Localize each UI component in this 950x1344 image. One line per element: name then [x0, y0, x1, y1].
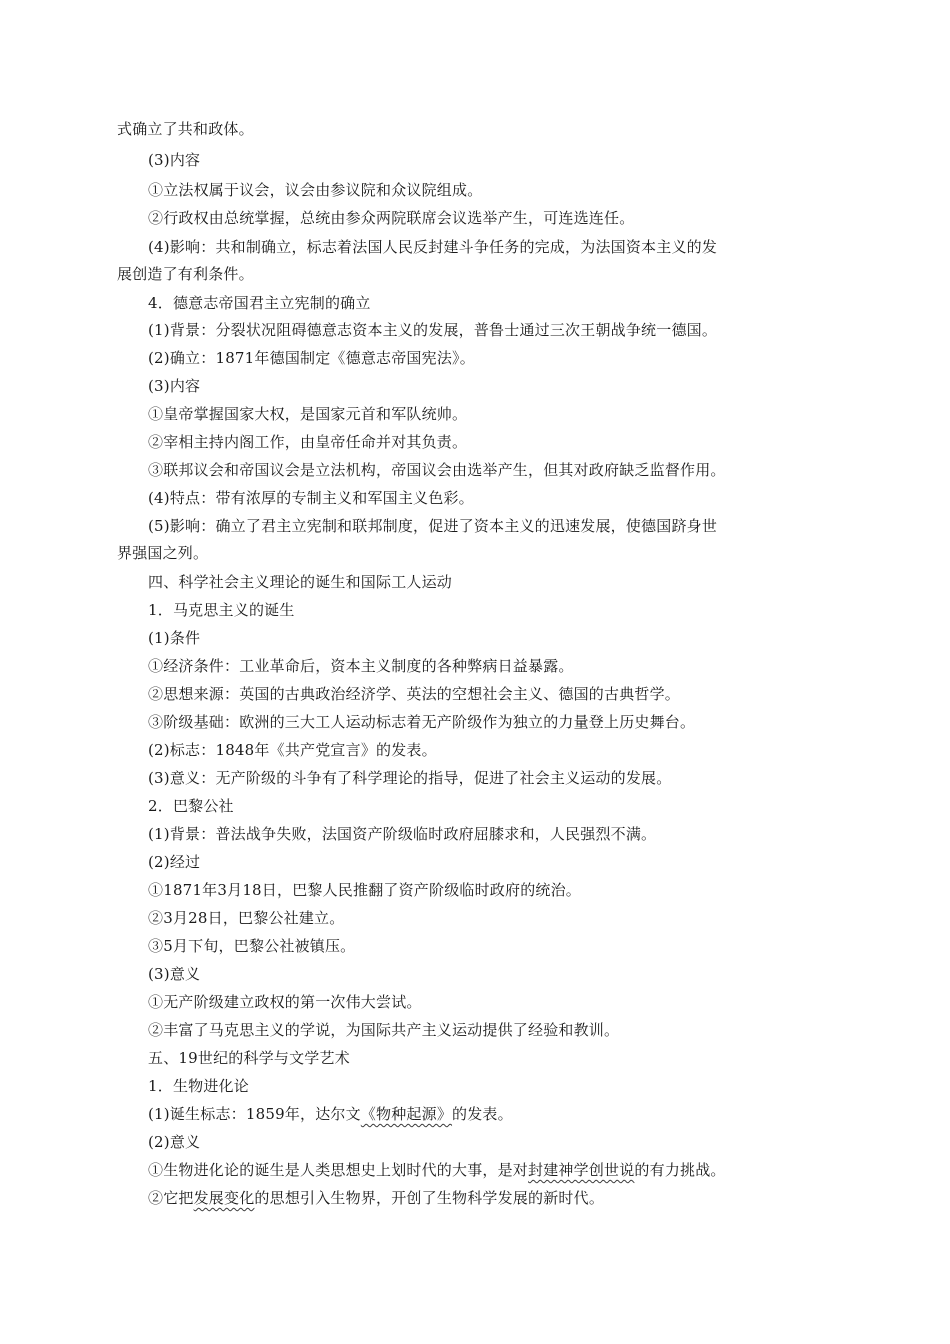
text-line: ①无产阶级建立政权的第一次伟大尝试。 [148, 993, 422, 1011]
text-line: (3)内容 [148, 151, 201, 169]
text-line: (2)确立：1871年德国制定《德意志帝国宪法》。 [148, 349, 475, 367]
text-line: ①立法权属于议会，议会由参议院和众议院组成。 [148, 181, 483, 199]
line-text: 的有力挑战。 [634, 1161, 726, 1179]
text-line: ②行政权由总统掌握，总统由参众两院联席会议选举产生，可连选连任。 [148, 209, 635, 227]
text-line: (4)影响：共和制确立，标志着法国人民反封建斗争任务的完成，为法国资本主义的发 [148, 238, 718, 256]
text-line: ①经济条件：工业革命后，资本主义制度的各种弊病日益暴露。 [148, 657, 574, 675]
text-line: (2)标志：1848年《共产党宣言》的发表。 [148, 741, 437, 759]
emphasized-text: 封建神学创世说 [528, 1161, 635, 1179]
text-line: 式确立了共和政体。 [117, 120, 254, 138]
section-heading: 4．德意志帝国君主立宪制的确立 [148, 294, 371, 312]
text-line: ②丰富了马克思主义的学说，为国际共产主义运动提供了经验和教训。 [148, 1021, 620, 1039]
text-line: ③阶级基础：欧洲的三大工人运动标志着无产阶级作为独立的力量登上历史舞台。 [148, 713, 696, 731]
text-line: (3)意义：无产阶级的斗争有了科学理论的指导，促进了社会主义运动的发展。 [148, 769, 672, 787]
text-line: (4)特点：带有浓厚的专制主义和军国主义色彩。 [148, 489, 474, 507]
text-line: 展创造了有利条件。 [117, 265, 254, 283]
emphasized-text: 发展变化 [193, 1189, 255, 1207]
text-line: ①1871年3月18日，巴黎人民推翻了资产阶级临时政府的统治。 [148, 881, 582, 899]
line-text: (1)诞生标志：1859年，达尔文 [148, 1105, 361, 1123]
text-line: ②宰相主持内阁工作，由皇帝任命并对其负责。 [148, 433, 468, 451]
text-line: (2)经过 [148, 853, 201, 871]
section-heading: 2．巴黎公社 [148, 797, 234, 815]
text-line: ③联邦议会和帝国议会是立法机构，帝国议会由选举产生，但其对政府缺乏监督作用。 [148, 461, 726, 479]
section-heading: 1．马克思主义的诞生 [148, 601, 295, 619]
text-line: 界强国之列。 [117, 544, 209, 562]
line-text: ①生物进化论的诞生是人类思想史上划时代的大事，是对 [148, 1161, 529, 1179]
text-line: (2)意义 [148, 1133, 201, 1151]
line-text: 的发表。 [452, 1105, 513, 1123]
text-line: (1)背景：普法战争失败，法国资产阶级临时政府屈膝求和，人民强烈不满。 [148, 825, 657, 843]
text-line: ①皇帝掌握国家大权，是国家元首和军队统帅。 [148, 405, 468, 423]
line-text: 的思想引入生物界，开创了生物科学发展的新时代。 [254, 1189, 605, 1207]
section-heading: 1．生物进化论 [148, 1077, 249, 1095]
text-line: (3)内容 [148, 377, 201, 395]
text-line: (3)意义 [148, 965, 201, 983]
text-line [148, 1188, 604, 1208]
text-line [148, 1104, 513, 1124]
section-heading: 四、科学社会主义理论的诞生和国际工人运动 [148, 573, 453, 591]
text-line: ②思想来源：英国的古典政治经济学、英法的空想社会主义、德国的古典哲学。 [148, 685, 681, 703]
line-text: ②它把 [148, 1189, 194, 1207]
text-line: (1)背景：分裂状况阻碍德意志资本主义的发展，普鲁士通过三次王朝战争统一德国。 [148, 321, 718, 339]
text-line: ②3月28日，巴黎公社建立。 [148, 909, 345, 927]
emphasized-text: 《物种起源》 [360, 1105, 453, 1123]
text-line: ③5月下旬，巴黎公社被镇压。 [148, 937, 356, 955]
text-line: (1)条件 [148, 629, 201, 647]
text-line [148, 1160, 726, 1180]
section-heading: 五、19世纪的科学与文学艺术 [148, 1049, 350, 1067]
text-line: (5)影响：确立了君主立宪制和联邦制度，促进了资本主义的迅速发展，使德国跻身世 [148, 517, 718, 535]
